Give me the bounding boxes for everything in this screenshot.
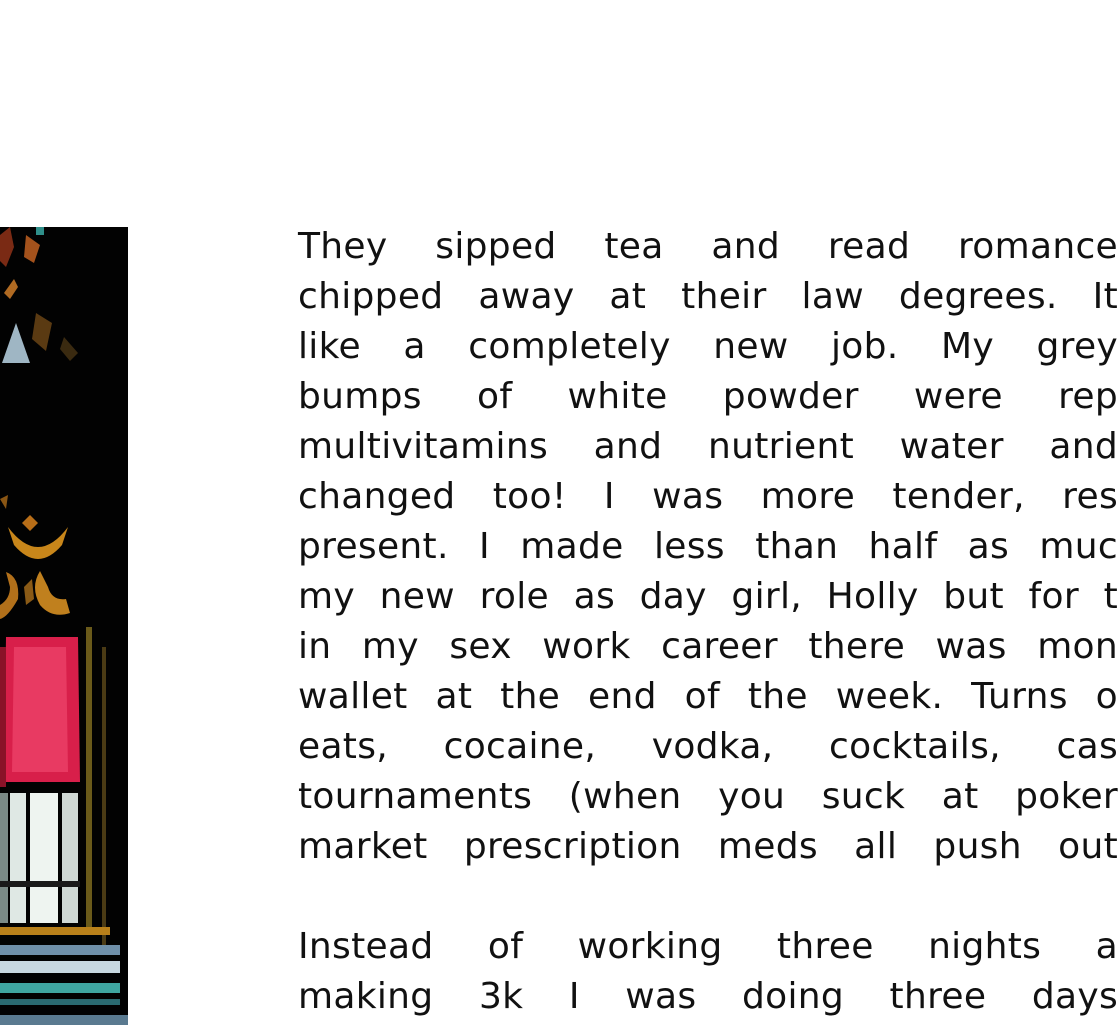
text-line: wallet at the end of the week. Turns o — [298, 676, 1118, 717]
text-line: They sipped tea and read romance — [298, 226, 1118, 267]
text-line: Instead of working three nights a — [298, 926, 1118, 967]
dark-teal-stripe — [0, 999, 120, 1005]
bottom-stripe — [0, 1015, 128, 1025]
body-text — [298, 222, 1118, 1022]
text-line: like a completely new job. My grey — [298, 326, 1118, 367]
text-line: my new role as day girl, Holly but for t — [298, 576, 1118, 617]
top-teal-gem — [36, 227, 44, 235]
blue-stripe — [0, 945, 120, 955]
text-line: making 3k I was doing three days — [298, 976, 1118, 1017]
white-pane-3 — [62, 793, 78, 923]
horizontal-leading — [0, 881, 80, 887]
leading-line-right — [86, 627, 92, 927]
stained-glass-svg — [0, 227, 128, 1025]
leading-line-far-right — [102, 647, 106, 947]
text-line: in my sex work career there was mon — [298, 626, 1118, 667]
text-line: present. I made less than half as muc — [298, 526, 1118, 567]
text-line: multivitamins and nutrient water and — [298, 426, 1118, 467]
stained-glass-image — [0, 227, 128, 1025]
white-pane-2 — [30, 793, 58, 923]
text-line: chipped away at their law degrees. It — [298, 276, 1118, 317]
text-line: changed too! I was more tender, res — [298, 476, 1118, 517]
teal-stripe — [0, 983, 120, 993]
text-line: bumps of white powder were rep — [298, 376, 1118, 417]
white-pane-edge — [0, 793, 8, 923]
white-stripe — [0, 961, 120, 973]
paragraph-gap — [298, 872, 1118, 922]
paragraph-2 — [298, 922, 1118, 1022]
white-pane-1 — [10, 793, 26, 923]
paragraph-1 — [298, 222, 1118, 872]
text-line: eats, cocaine, vodka, cocktails, cas — [298, 726, 1118, 767]
text-line: tournaments (when you suck at poker — [298, 776, 1118, 817]
red-glass-highlight — [12, 647, 68, 772]
gold-band — [0, 927, 110, 935]
text-line: market prescription meds all push out — [298, 826, 1118, 867]
red-glass-edge — [0, 647, 6, 787]
